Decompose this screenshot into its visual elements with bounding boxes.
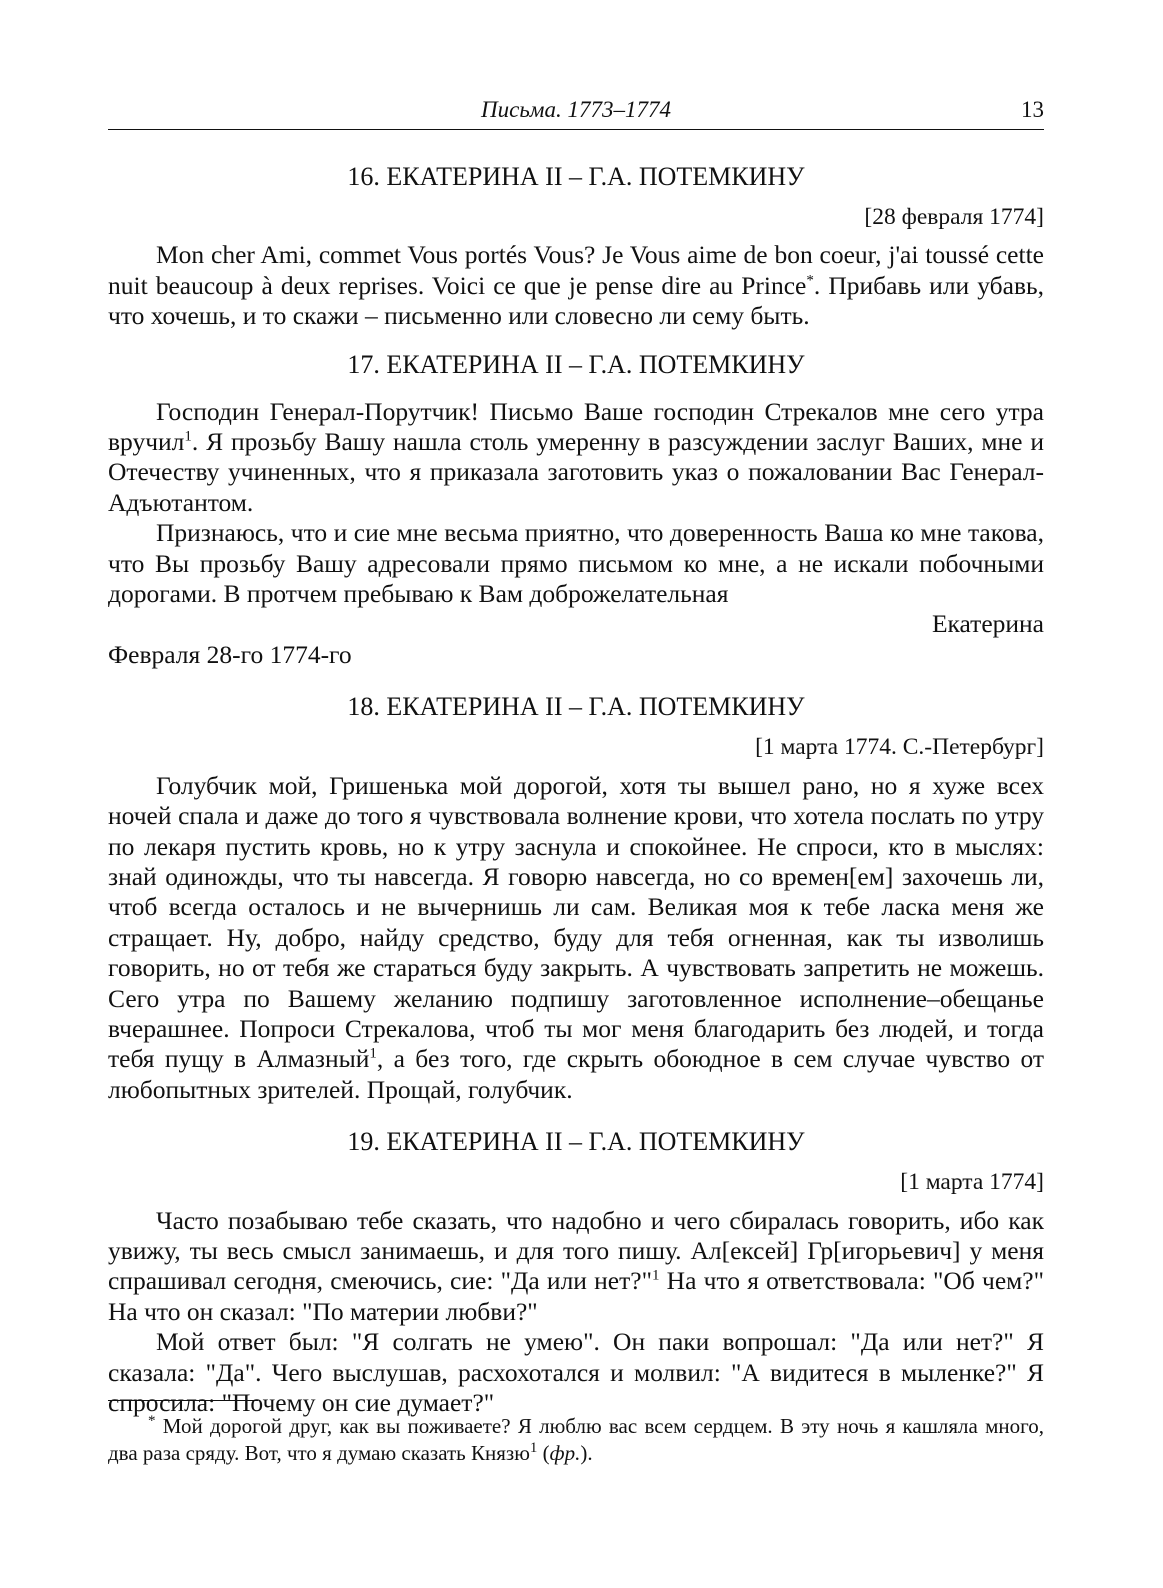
paragraph-text: . Прибавь или убавь, что хочешь, и то скажи – письменно или словесно ли сему быть. [108,270,1044,331]
paragraph-text: . Я прозьбу Вашу нашла столь умеренну в разсуждении заслуг Ваших, мне и Отечеству учиненных, что я приказала заготовить указ о пожаловании Вас Генерал-Адъютантом. [108,427,1044,517]
paragraph-text: , а без того, где скрыть обоюдное в сем случае чувство от любопытных зрителей. Прощай, голубчик. [108,1044,1044,1104]
letter-16 [108,162,1044,332]
language-abbreviation: фр. [549,1441,581,1465]
letter-paragraph [108,397,1044,519]
footnote [108,1400,1044,1467]
footnote-marker: * [806,272,814,289]
letter-heading: 17. ЕКАТЕРИНА II – Г.А. ПОТЕМКИНУ [347,349,805,379]
footnote-marker: * [148,1413,156,1429]
footnote-text [108,1413,1044,1467]
letter-date: [28 февраля 1774] [864,204,1044,230]
letter-paragraph [108,240,1044,331]
letter-17 [108,350,1044,671]
paragraph-text: Голубчик мой, Гришенька мой дорогой, хотя ты вышел рано, но я хуже всех ночей спала и даже до того я чувствовала волнение крови, что хотела послать по утру по лекаря пустить кровь, но к утру заснула и спокойнее. Не спроси, кто в мыслях: знай одиножды, что ты навсегда. Я говорю навсегда, но со времен[ем] захочешь ли, чтоб всегда осталось и не вычернишь ли сам. Великая моя к тебе ласка меня же стращает. Ну, добро, найду средство, буду для тебя огненная, как ты изволишь говорить, но от тебя же стараться буду закрыть. А чувствовать запретить не можешь. Сего утра по Вашему желанию подпишу заготовленное исполнение–обещанье вчерашнее. Попроси Стрекалова, чтоб ты мог меня благодарить без людей, и тогда тебя пущу в Алмазный [108,770,1044,1074]
letter-date: [1 марта 1774] [900,1169,1044,1196]
letter-paragraph: Признаюсь, что и сие мне весьма приятно, что доверенность Ваша ко мне такова, что Вы прозьбу Вашу адресовали прямо письмом ко мне, а не искали побочными дорогами. В протчем пребываю к Вам доброжелательная [108,518,1044,609]
letter-paragraph [108,1206,1044,1328]
letter-18 [108,692,1044,1105]
footnote-rule [108,1400,258,1401]
signature: Екатерина [931,609,1044,639]
letter-paragraph [108,771,1044,1105]
paragraph-text: Mon cher Ami, commet Vous portés Vous? Je Vous aime de bon coeur, j'ai toussé cette nuit beaucoup à deux reprises. Voici ce que je pense dire au Prince [108,240,1044,300]
paragraph-text: На что я ответствовала: "Об чем?" На что он сказал: "По материи любви?" [108,1266,1044,1326]
letter-19 [108,1127,1044,1418]
letter-heading: 18. ЕКАТЕРИНА II – Г.А. ПОТЕМКИНУ [347,692,805,722]
footnote-body: Мой дорогой друг, как вы поживаете? Я люблю вас всем сердцем. В эту ночь я кашляла много, два раза сряду. Вот, что я думаю сказать Князю [108,1414,1044,1465]
footnote-body: ( [537,1441,550,1465]
note-reference: 1 [651,1267,660,1284]
note-reference: 1 [184,428,192,445]
letter-paragraph: Мой ответ был: "Я солгать не умею". Он паки вопрошал: "Да или нет?" Я сказала: "Да". Чего выслушав, расхохотался и молвил: "А видитеся в мыленке?" Я спросила: "Почему он сие думает?" [108,1327,1044,1417]
paragraph-text: Часто позабываю тебе сказать, что надобно и чего сбиралась говорить, ибо как увижу, ты весь смысл занимаешь, и для того пишу. Ал[ексей] Гр[игорьевич] у меня спрашивал сегодня, смеючись, сие: "Да или нет?" [108,1205,1044,1296]
page-body [108,162,1044,1418]
running-header-title: Письма. 1773–1774 [481,97,671,122]
letter-heading: 19. ЕКАТЕРИНА II – Г.А. ПОТЕМКИНУ [347,1127,805,1157]
note-reference: 1 [529,1440,538,1456]
letter-date: [1 марта 1774. С.-Петербург] [755,734,1044,761]
note-reference: 1 [369,1045,377,1062]
letter-date-line: Февраля 28-го 1774-го [108,639,352,669]
running-header [108,95,1044,130]
paragraph-text: Господин Генерал-Порутчик! Письмо Ваше господин Стрекалов мне сего утра вручил [108,396,1044,457]
letter-heading: 16. ЕКАТЕРИНА II – Г.А. ПОТЕМКИНУ [347,162,805,191]
page-number: 13 [1021,97,1044,122]
footnote-body: ). [580,1441,593,1465]
